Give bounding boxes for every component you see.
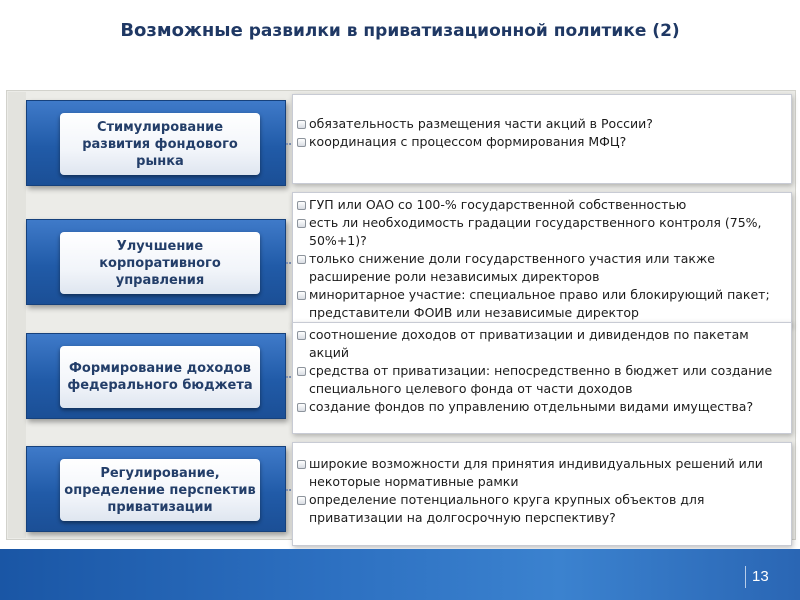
topic-box-federal-budget bbox=[26, 333, 286, 419]
checkbox-bullet-icon bbox=[297, 403, 306, 412]
checkbox-bullet-icon bbox=[297, 201, 306, 210]
slide-title-rest: развилки в приватизационной политике (2) bbox=[242, 21, 680, 41]
topic-label: Стимулирование развития фондового рынка bbox=[82, 119, 238, 169]
checkbox-bullet-icon bbox=[297, 219, 306, 228]
detail-box-corporate-governance bbox=[292, 192, 792, 326]
topic-box-stock-market bbox=[26, 100, 286, 186]
footer-bar bbox=[0, 549, 800, 600]
checkbox-bullet-icon bbox=[297, 367, 306, 376]
bullet-item: есть ли необходимость градации государственного контроля (75%, 50%+1)? bbox=[297, 214, 783, 250]
bullet-item: координация с процессом формирования МФЦ? bbox=[297, 133, 783, 151]
detail-box-privatization-outlook bbox=[292, 442, 792, 546]
panel-side-strip bbox=[8, 92, 26, 538]
checkbox-bullet-icon bbox=[297, 291, 306, 300]
checkbox-bullet-icon bbox=[297, 120, 306, 129]
topic-label-card bbox=[60, 459, 260, 521]
bullet-item: широкие возможности для принятия индивидуальных решений или некоторые нормативные рамки bbox=[297, 455, 783, 491]
page-number: 13 bbox=[752, 568, 769, 585]
bullet-item: только снижение доли государственного участия или также расширение роли независимых директоров bbox=[297, 250, 783, 286]
footer-separator bbox=[745, 566, 746, 588]
topic-label: Улучшение корпоративного управления bbox=[99, 238, 221, 288]
detail-box-stock-market bbox=[292, 94, 792, 184]
topic-label: Регулирование, определение перспектив приватизации bbox=[64, 465, 256, 515]
topic-box-privatization-outlook bbox=[26, 446, 286, 532]
bullet-item: ГУП или ОАО со 100-% государственной собственностью bbox=[297, 196, 783, 214]
slide-title-lead: Возможные bbox=[120, 20, 243, 41]
bullet-item: определение потенциального круга крупных объектов для приватизации на долгосрочную перспективу? bbox=[297, 491, 783, 527]
bullet-item: соотношение доходов от приватизации и дивидендов по пакетам акций bbox=[297, 326, 783, 362]
checkbox-bullet-icon bbox=[297, 255, 306, 264]
checkbox-bullet-icon bbox=[297, 460, 306, 469]
checkbox-bullet-icon bbox=[297, 331, 306, 340]
checkbox-bullet-icon bbox=[297, 138, 306, 147]
detail-box-federal-budget bbox=[292, 322, 792, 434]
topic-label-card bbox=[60, 113, 260, 175]
topic-label-card bbox=[60, 346, 260, 408]
bullet-item: обязательность размещения части акций в России? bbox=[297, 115, 783, 133]
slide-title bbox=[0, 20, 800, 41]
topic-box-corporate-governance bbox=[26, 219, 286, 305]
bullet-item: миноритарное участие: специальное право или блокирующий пакет; представители ФОИВ или независимые директор bbox=[297, 286, 783, 322]
topic-label-card bbox=[60, 232, 260, 294]
bullet-item: средства от приватизации: непосредственно в бюджет или создание специального целевого фонда от части доходов bbox=[297, 362, 783, 398]
bullet-item: создание фондов по управлению отдельными видами имущества? bbox=[297, 398, 783, 416]
checkbox-bullet-icon bbox=[297, 496, 306, 505]
topic-label: Формирование доходов федерального бюджета bbox=[67, 361, 253, 393]
